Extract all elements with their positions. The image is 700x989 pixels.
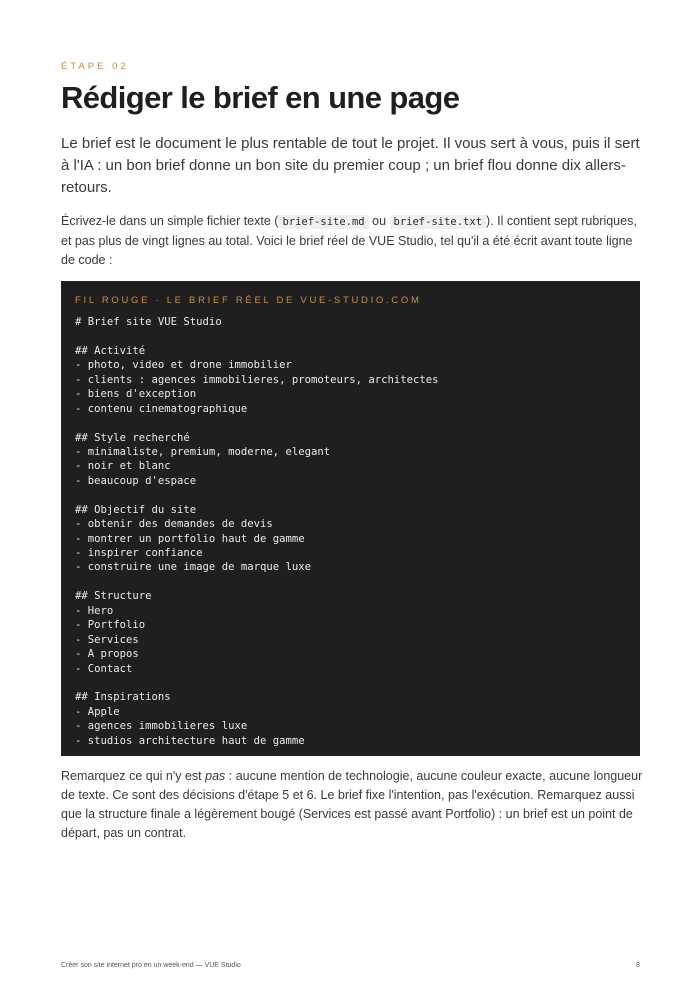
code-lines: [75, 315, 626, 748]
code-line: [75, 676, 626, 690]
code-line: - construire une image de marque luxe: [75, 561, 311, 574]
code-line: ## Style recherché: [75, 431, 190, 444]
code-line: - agences immobilieres luxe: [75, 720, 248, 733]
code-line: [75, 329, 626, 343]
code-line: - beaucoup d'espace: [75, 474, 197, 487]
code-block-label: FIL ROUGE · LE BRIEF RÉEL DE VUE-STUDIO.COM: [75, 295, 422, 306]
code-line: - Contact: [75, 662, 133, 675]
remark-text-after: : aucune mention de technologie, aucune couleur exacte, aucune longueur de texte. Ce sont des décisions d'étape 5 et 6. Le brief fixe l'intention, pas l'exécution. Remarquez aussi que la structure finale a légèrement bougé (Services est passé avant Portfolio) : un brief est un point de départ, pas un contrat.: [61, 769, 643, 840]
code-line: - contenu cinematographique: [75, 402, 248, 415]
code-line: ## Objectif du site: [75, 503, 197, 516]
code-line: - photo, video et drone immobilier: [75, 359, 292, 372]
filename-txt: brief-site.txt: [390, 215, 487, 229]
code-line: - studios architecture haut de gamme: [75, 734, 305, 747]
code-line: [75, 575, 626, 589]
code-line: ## Structure: [75, 590, 152, 603]
instructions-paragraph: [61, 212, 643, 270]
code-line: - montrer un portfolio haut de gamme: [75, 532, 305, 545]
instructions-text-after: ). Il contient sept rubriques, et pas plus de vingt lignes au total. Voici le brief réel de VUE Studio, tel qu'il a été écrit avant toute ligne de code :: [61, 214, 637, 267]
code-line: ## Activité: [75, 344, 146, 357]
instructions-or: ou: [372, 214, 387, 228]
code-line: # Brief site VUE Studio: [75, 316, 222, 328]
filename-md: brief-site.md: [278, 215, 368, 229]
page-number: 8: [636, 962, 640, 969]
code-line: - clients : agences immobilieres, promoteurs, architectes: [75, 373, 439, 386]
remark-paragraph: [61, 767, 643, 843]
code-line: - inspirer confiance: [75, 547, 203, 559]
remark-text-before: Remarquez ce qui n'y est: [61, 769, 206, 783]
code-line: [75, 488, 626, 502]
code-line: - Services: [75, 633, 139, 646]
code-line: - Portfolio: [75, 619, 146, 632]
code-line: - A propos: [75, 648, 139, 661]
instructions-text-before: Écrivez-le dans un simple fichier texte (: [61, 214, 279, 228]
code-line: - obtenir des demandes de devis: [75, 518, 273, 531]
remark-emphasis: pas: [205, 769, 226, 783]
code-line: [75, 416, 626, 430]
code-line: - noir et blanc: [75, 460, 171, 473]
code-line: ## Inspirations: [75, 691, 171, 704]
page-title: Rédiger le brief en une page: [61, 80, 460, 115]
footer-title: Créer son site internet pro en un week-end — VUE Studio: [61, 962, 241, 969]
code-line: - Apple: [75, 705, 120, 718]
brief-code-block: [61, 281, 640, 756]
code-line: - Hero: [75, 604, 114, 617]
code-line: - biens d'exception: [75, 388, 197, 401]
intro-paragraph: Le brief est le document le plus rentable de tout le projet. Il vous sert à vous, puis il sert à l'IA : un bon brief donne un bon site du premier coup ; un brief flou donne dix allers-retours.: [61, 135, 640, 196]
step-eyebrow: ÉTAPE 02: [61, 61, 129, 72]
code-line: - minimaliste, premium, moderne, elegant: [75, 445, 331, 458]
